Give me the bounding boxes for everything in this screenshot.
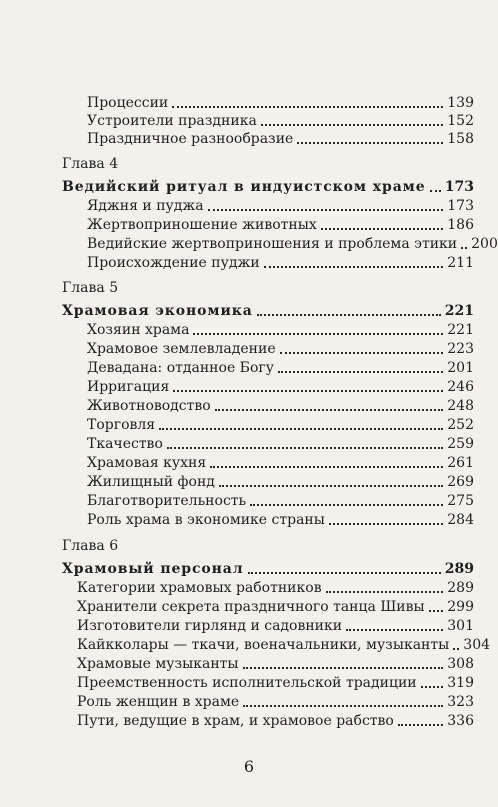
toc-part-page: 289 [444, 561, 474, 577]
toc-entry-title: Жертвоприношение животных [87, 217, 317, 233]
toc-entry-page: 223 [447, 341, 474, 357]
page-number: 6 [243, 757, 255, 776]
toc-entry-page: 308 [447, 656, 474, 672]
toc-entry-title: Храмовые музыканты [77, 656, 239, 672]
toc-part-page: 221 [444, 303, 474, 319]
toc-entry-title: Преемственность исполнительской традиции [77, 675, 417, 691]
toc-part-title: Храмовый персонал [62, 561, 244, 577]
toc-entry-title: Ирригация [87, 379, 170, 395]
toc-entry-page: 252 [447, 417, 474, 433]
toc-part-title: Храмовая экономика [62, 303, 253, 319]
toc-part-title: Ведийский ритуал в индуистском храме [62, 179, 426, 195]
toc-entry-title: Пути, ведущие в храм, и храмовое рабство [77, 713, 394, 729]
toc-entry-page: 301 [447, 618, 474, 634]
toc-entry-title: Хозяин храма [87, 322, 190, 338]
toc-entry-page: 152 [447, 113, 474, 129]
toc-entry-title: Торговля [87, 417, 156, 433]
toc-entry-page: 304 [463, 637, 491, 653]
toc-entry-page: 200 [471, 236, 498, 252]
toc-entry-page: 211 [447, 255, 474, 271]
toc-entry-page: 158 [447, 131, 474, 147]
toc-part-page: 173 [444, 179, 474, 195]
toc-entry-page: 299 [447, 599, 474, 615]
toc-entry-title: Изготовители гирлянд и садовники [77, 618, 343, 634]
toc-entry [87, 125, 474, 147]
toc-entry-title: Устроители праздника [87, 113, 257, 129]
toc-entry-title: Животноводство [87, 398, 211, 414]
toc-entry-title: Ткачество [87, 436, 163, 452]
toc-entry-page: 284 [447, 512, 474, 528]
chapter-label: Глава 5 [62, 280, 119, 296]
toc-entry-title: Яджня и пуджа [87, 198, 204, 214]
toc-entry-page: 139 [447, 95, 474, 111]
toc-entry-title: Храмовое землевладение [87, 341, 276, 357]
toc-entry-title: Процессии [87, 95, 169, 111]
toc-entry-title: Кайкколары — ткачи, военачальники, музыканты [77, 637, 450, 653]
dot-leader [297, 142, 443, 144]
toc-entry-page: 221 [447, 322, 474, 338]
toc-entry-page: 246 [447, 379, 474, 395]
toc-entry-page: 201 [447, 360, 474, 376]
toc-entry-title: Происхождение пуджи [87, 255, 260, 271]
toc-entry-title: Жилищный фонд [87, 474, 215, 490]
toc-entry-title: Хранители секрета праздничного танца Шивы [77, 599, 425, 615]
toc-entry-title: Ведийские жертвоприношения и проблема этики [87, 236, 458, 252]
toc-entry-page: 323 [447, 694, 474, 710]
toc-entry-title: Праздничное разнообразие [87, 131, 294, 147]
toc-entry-title: Роль храма в экономике страны [87, 512, 325, 528]
dot-leader [398, 724, 443, 726]
toc-entry-page: 319 [447, 675, 474, 691]
toc-entry-page: 275 [447, 493, 474, 509]
toc-entry-page: 248 [447, 398, 474, 414]
toc-entry [87, 249, 474, 271]
dot-leader [264, 266, 444, 268]
toc-entry-page: 289 [447, 580, 474, 596]
toc-entry-page: 261 [447, 455, 474, 471]
toc-entry-page: 269 [447, 474, 474, 490]
toc-entry-page: 186 [447, 217, 474, 233]
toc-entry [77, 707, 474, 729]
toc-entry-page: 336 [447, 713, 474, 729]
toc-entry-page: 173 [447, 198, 474, 214]
chapter-label: Глава 6 [62, 538, 119, 554]
toc-entry-title: Роль женщин в храме [77, 694, 240, 710]
toc-entry-title: Храмовая кухня [87, 455, 207, 471]
dot-leader [329, 523, 443, 525]
toc-entry-title: Девадана: отданное Богу [87, 360, 274, 376]
toc-entry-title: Категории храмовых работников [77, 580, 322, 596]
toc-entry-page: 259 [447, 436, 474, 452]
toc-entry [87, 506, 474, 528]
toc-entry-title: Благотворительность [87, 493, 247, 509]
chapter-label: Глава 4 [62, 156, 119, 172]
